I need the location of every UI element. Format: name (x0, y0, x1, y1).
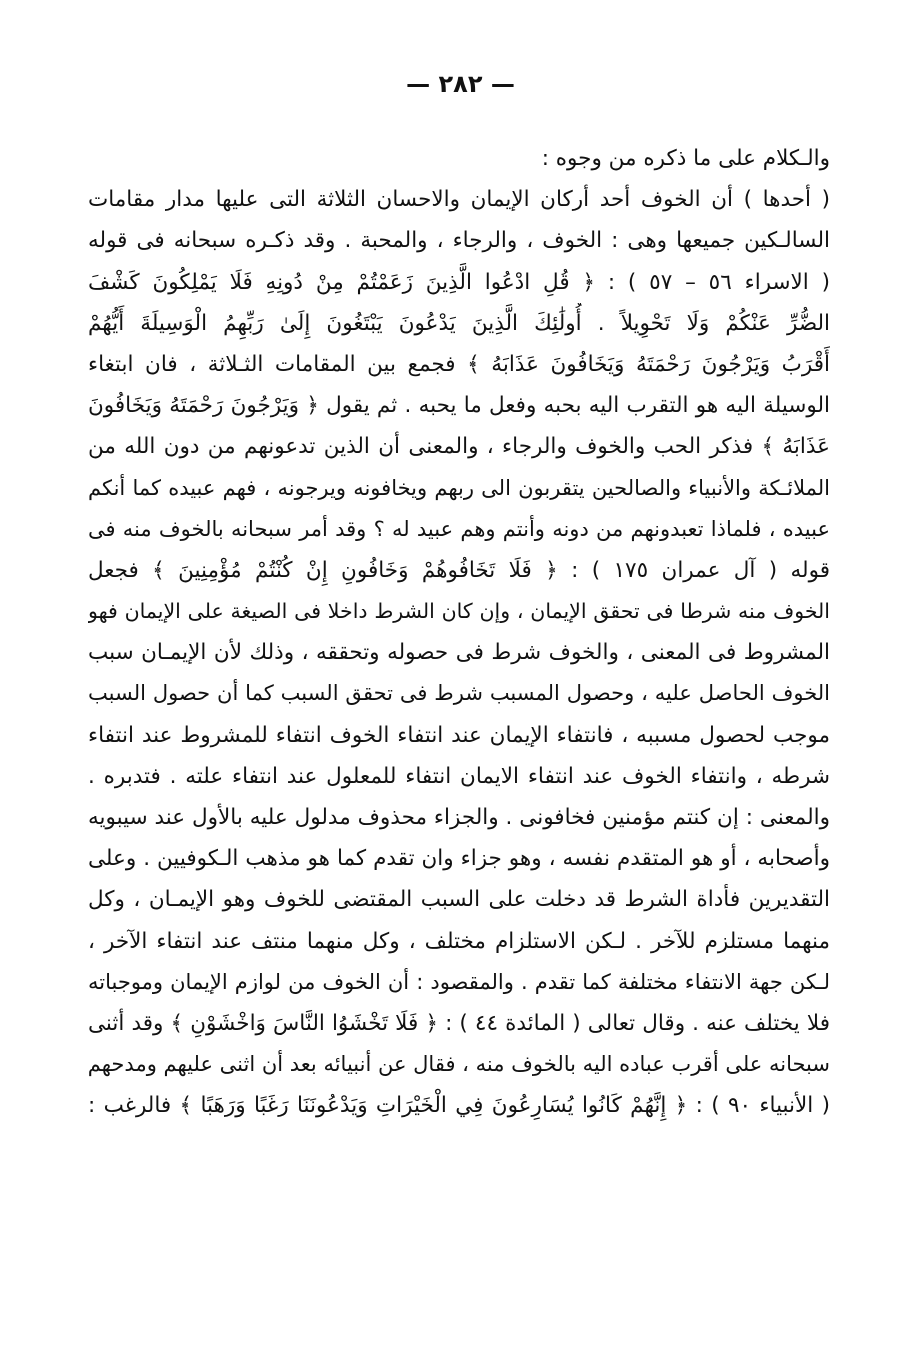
text-line: عبيده ، فلماذا تعبدونهم من دونه وأنتم وهم عبيد له ؟ وقد أمر سبحانه بالخوف منه فى (88, 516, 830, 541)
text-line: ( الاسراء ٥٦ – ٥٧ ) : ﴿ قُلِ ادْعُوا الَّذِينَ زَعَمْتُمْ مِنْ دُونِهِ فَلَا يَمْلِكُونَ كَشْفَ (88, 269, 830, 295)
text-line: أَقْرَبُ وَيَرْجُونَ رَحْمَتَهُ وَيَخَافُونَ عَذَابَهُ ﴾ فجمع بين المقامات الثـلاثة ، فان ابتغاء (88, 351, 830, 377)
text-line: الخوف الحاصل عليه ، وحصول المسبب شرط فى تحقق السبب كما أن حصول السبب (88, 681, 830, 706)
text-line: ( الأنبياء ٩٠ ) : ﴿ إِنَّهُمْ كَانُوا يُسَارِعُونَ فِي الْخَيْرَاتِ وَيَدْعُونَنَا رَغَبًا وَرَهَبًا ﴾ فالرغب : (88, 1093, 830, 1119)
text-line: فلا يختلف عنه . وقال تعالى ( المائدة ٤٤ ) : ﴿ فَلَا تَخْشَوُا النَّاسَ وَاخْشَوْنِ ﴾ وقد أثنى (88, 1010, 830, 1036)
text-line: موجب لحصول مسببه ، فانتفاء الإيمان عند انتفاء الخوف انتفاء للمشروط عند انتفاء (88, 722, 830, 748)
text-line: عَذَابَهُ ﴾ فذكر الحب والخوف والرجاء ، والمعنى أن الذين تدعونهم من دون الله من (88, 434, 830, 460)
text-line: الملائـكة والأنبياء والصالحين يتقربون الى ربهم ويخافونه ويرجونه ، فهم عبيده كما أنكم (88, 475, 830, 500)
text-line: قوله ( آل عمران ١٧٥ ) : ﴿ فَلَا تَخَافُوهُمْ وَخَافُونِ إِنْ كُنْتُمْ مُؤْمِنِينَ ﴾ فجعل (88, 557, 830, 583)
text-line: لـكن جهة الانتفاء مختلفة كما تقدم . والمقصود : أن الخوف من لوازم الإيمان وموجباته (88, 969, 830, 994)
page-number: — ٢٨٢ — (406, 70, 515, 98)
text-line: ( أحدها ) أن الخوف أحد أركان الإيمان والاحسان الثلاثة التى عليها مدار مقامات (88, 187, 830, 213)
text-line: السالـكين جميعها وهى : الخوف ، والرجاء ، والمحبة . وقد ذكـره سبحانه فى قوله (88, 228, 830, 254)
text-line: الخوف منه شرطا فى تحقق الإيمان ، وإن كان الشرط داخلا فى الصيغة على الإيمان فهو (88, 599, 830, 624)
text-line: والمعنى : إن كنتم مؤمنين فخافونى . والجزاء محذوف مدلول عليه بالأول عند سيبويه (88, 805, 830, 830)
text-line: التقديرين فأداة الشرط قد دخلت على السبب المقتضى للخوف وهو الإيمـان ، وكل (88, 887, 830, 913)
body-text (88, 138, 830, 1127)
text-line: شرطه ، وانتفاء الخوف عند انتفاء الايمان انتفاء للمعلول عند انتفاء علته . فتدبره . (88, 763, 830, 789)
text-line: سبحانه على أقرب عباده اليه بالخوف منه ، فقال عن أنبيائه بعد أن اثنى عليهم ومدحهم (88, 1052, 830, 1077)
text-line: المشروط فى المعنى ، والخوف شرط فى حصوله وتحققه ، وذلك لأن الإيمـان سبب (88, 640, 830, 666)
text-line: منهما مستلزم للآخر . لـكن الاستلزام مختلف ، وكل منهما منتف عند انتفاء الآخر ، (88, 928, 830, 954)
text-line: الضُّرِّ عَنْكُمْ وَلَا تَحْوِيلاً . أُولَٰئِكَ الَّذِينَ يَدْعُونَ يَبْتَغُونَ إِلَىٰ رَبِّهِمُ الْوَسِيلَةَ أَيُّهُمْ (88, 310, 830, 336)
text-line: وأصحابه ، أو هو المتقدم نفسه ، وهو جزاء وان تقدم كما هو مذهب الـكوفيين . وعلى (88, 846, 830, 872)
text-line: والـكلام على ما ذكره من وجوه : (541, 146, 830, 171)
text-line: الوسيلة اليه هو التقرب اليه بحبه وفعل ما يحبه . ثم يقول ﴿ وَيَرْجُونَ رَحْمَتَهُ وَيَخَافُونَ (88, 393, 830, 419)
